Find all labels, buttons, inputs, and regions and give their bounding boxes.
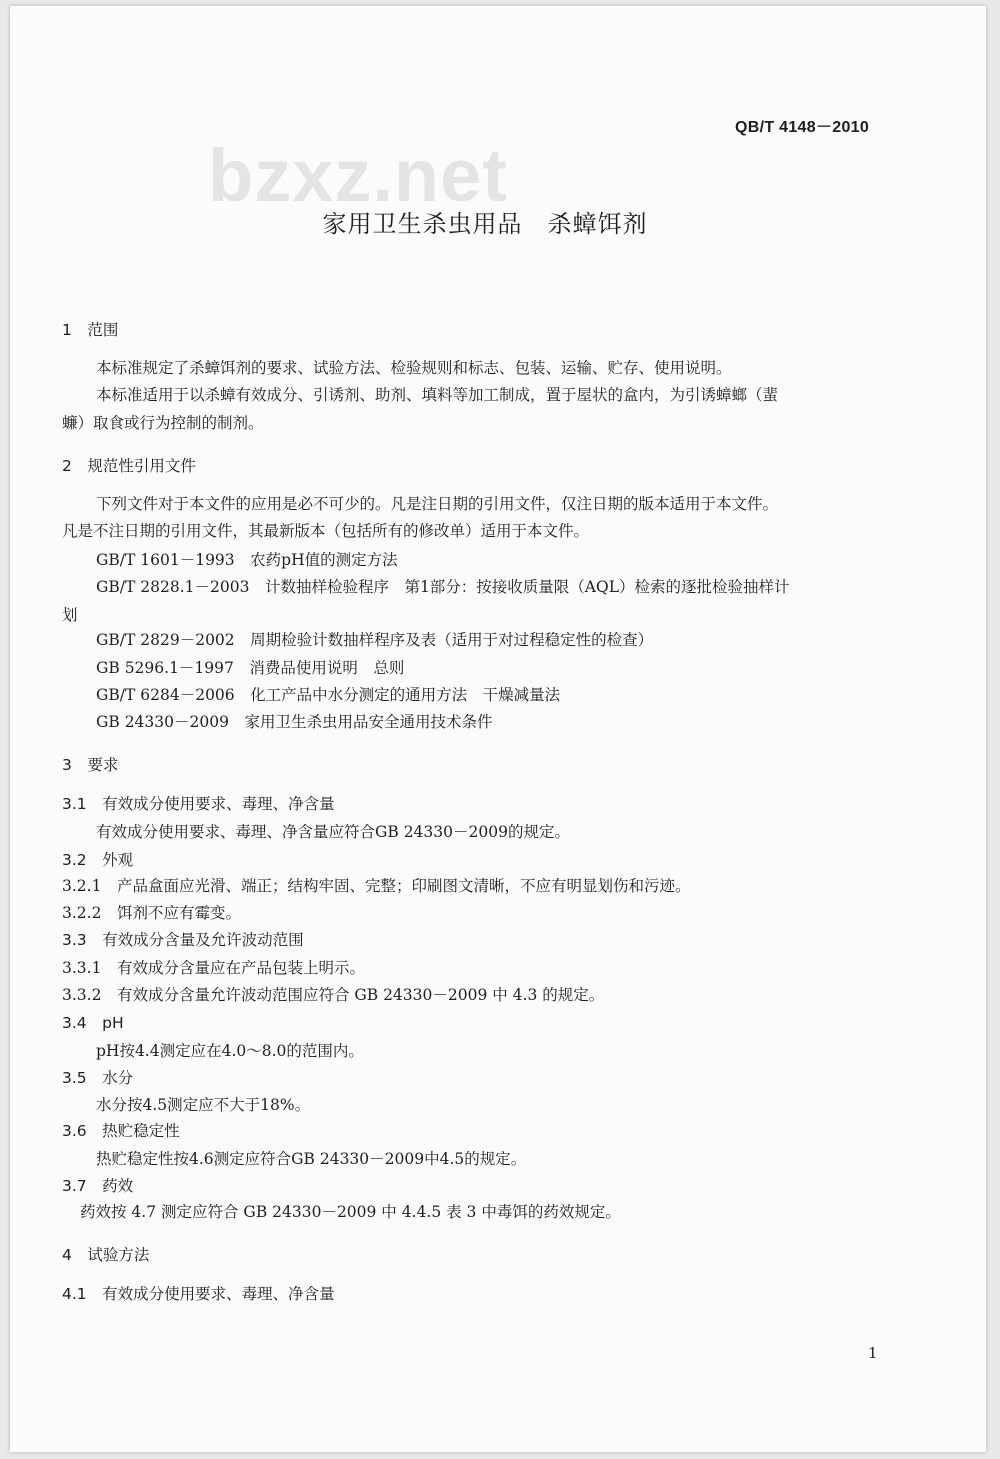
- section-heading: 3.6 热贮稳定性: [62, 1122, 180, 1140]
- paragraph-line: 3.2.2 饵剂不应有霉变。: [62, 904, 241, 922]
- document-page: [10, 6, 986, 1452]
- paragraph-line: GB/T 2829－2002 周期检验计数抽样程序及表（适用于对过程稳定性的检查）: [96, 631, 654, 649]
- paragraph-line: 3.3.1 有效成分含量应在产品包装上明示。: [62, 959, 365, 977]
- section-heading: 3.7 药效: [62, 1177, 134, 1195]
- section-heading: 2 规范性引用文件: [62, 457, 196, 475]
- paragraph-line: 药效按 4.7 测定应符合 GB 24330－2009 中 4.4.5 表 3 中毒饵的药效规定。: [80, 1203, 621, 1221]
- section-heading: 4 试验方法: [62, 1246, 150, 1264]
- section-heading: 3.2 外观: [62, 851, 134, 869]
- paragraph-line: 3.2.1 产品盒面应光滑、端正；结构牢固、完整；印刷图文清晰，不应有明显划伤和污迹。: [62, 877, 691, 895]
- paragraph-line: 热贮稳定性按4.6测定应符合GB 24330－2009中4.5的规定。: [96, 1150, 527, 1168]
- section-heading: 3.3 有效成分含量及允许波动范围: [62, 931, 304, 949]
- paragraph-line: 有效成分使用要求、毒理、净含量应符合GB 24330－2009的规定。: [96, 823, 570, 841]
- paragraph-line: GB/T 1601－1993 农药pH值的测定方法: [96, 551, 398, 569]
- paragraph-line: 蠊）取食或行为控制的制剂。: [62, 414, 264, 432]
- section-heading: 3.4 pH: [62, 1014, 124, 1032]
- page-title: 家用卫生杀虫用品 杀蟑饵剂: [322, 210, 648, 238]
- paragraph-line: GB/T 6284－2006 化工产品中水分测定的通用方法 干燥减量法: [96, 686, 561, 704]
- paragraph-line: GB 5296.1－1997 消费品使用说明 总则: [96, 659, 405, 677]
- paragraph-line: 下列文件对于本文件的应用是必不可少的。凡是注日期的引用文件，仅注日期的版本适用于本文件。: [96, 495, 779, 513]
- paragraph-line: 本标准规定了杀蟑饵剂的要求、试验方法、检验规则和标志、包装、运输、贮存、使用说明。: [96, 359, 732, 377]
- section-heading: 4.1 有效成分使用要求、毒理、净含量: [62, 1285, 335, 1303]
- section-heading: 1 范围: [62, 321, 119, 339]
- paragraph-line: 凡是不注日期的引用文件，其最新版本（包括所有的修改单）适用于本文件。: [62, 522, 590, 540]
- section-heading: 3.5 水分: [62, 1069, 134, 1087]
- paragraph-line: 本标准适用于以杀蟑有效成分、引诱剂、助剂、填料等加工制成，置于屋状的盒内，为引诱蟑螂（蜚: [96, 386, 779, 404]
- page-number: 1: [868, 1344, 878, 1362]
- paragraph-line: 划: [62, 606, 78, 624]
- paragraph-line: pH按4.4测定应在4.0～8.0的范围内。: [96, 1042, 364, 1060]
- paragraph-line: GB 24330－2009 家用卫生杀虫用品安全通用技术条件: [96, 713, 493, 731]
- paragraph-line: 3.3.2 有效成分含量允许波动范围应符合 GB 24330－2009 中 4.3 的规定。: [62, 986, 605, 1004]
- standard-code: QB/T 4148－2010: [735, 119, 870, 136]
- paragraph-line: 水分按4.5测定应不大于18%。: [96, 1096, 311, 1114]
- section-heading: 3.1 有效成分使用要求、毒理、净含量: [62, 795, 335, 813]
- section-heading: 3 要求: [62, 756, 119, 774]
- watermark: bzxz.net: [208, 134, 508, 217]
- paragraph-line: GB/T 2828.1－2003 计数抽样检验程序 第1部分：按接收质量限（AQL）检索的逐批检验抽样计: [96, 578, 790, 596]
